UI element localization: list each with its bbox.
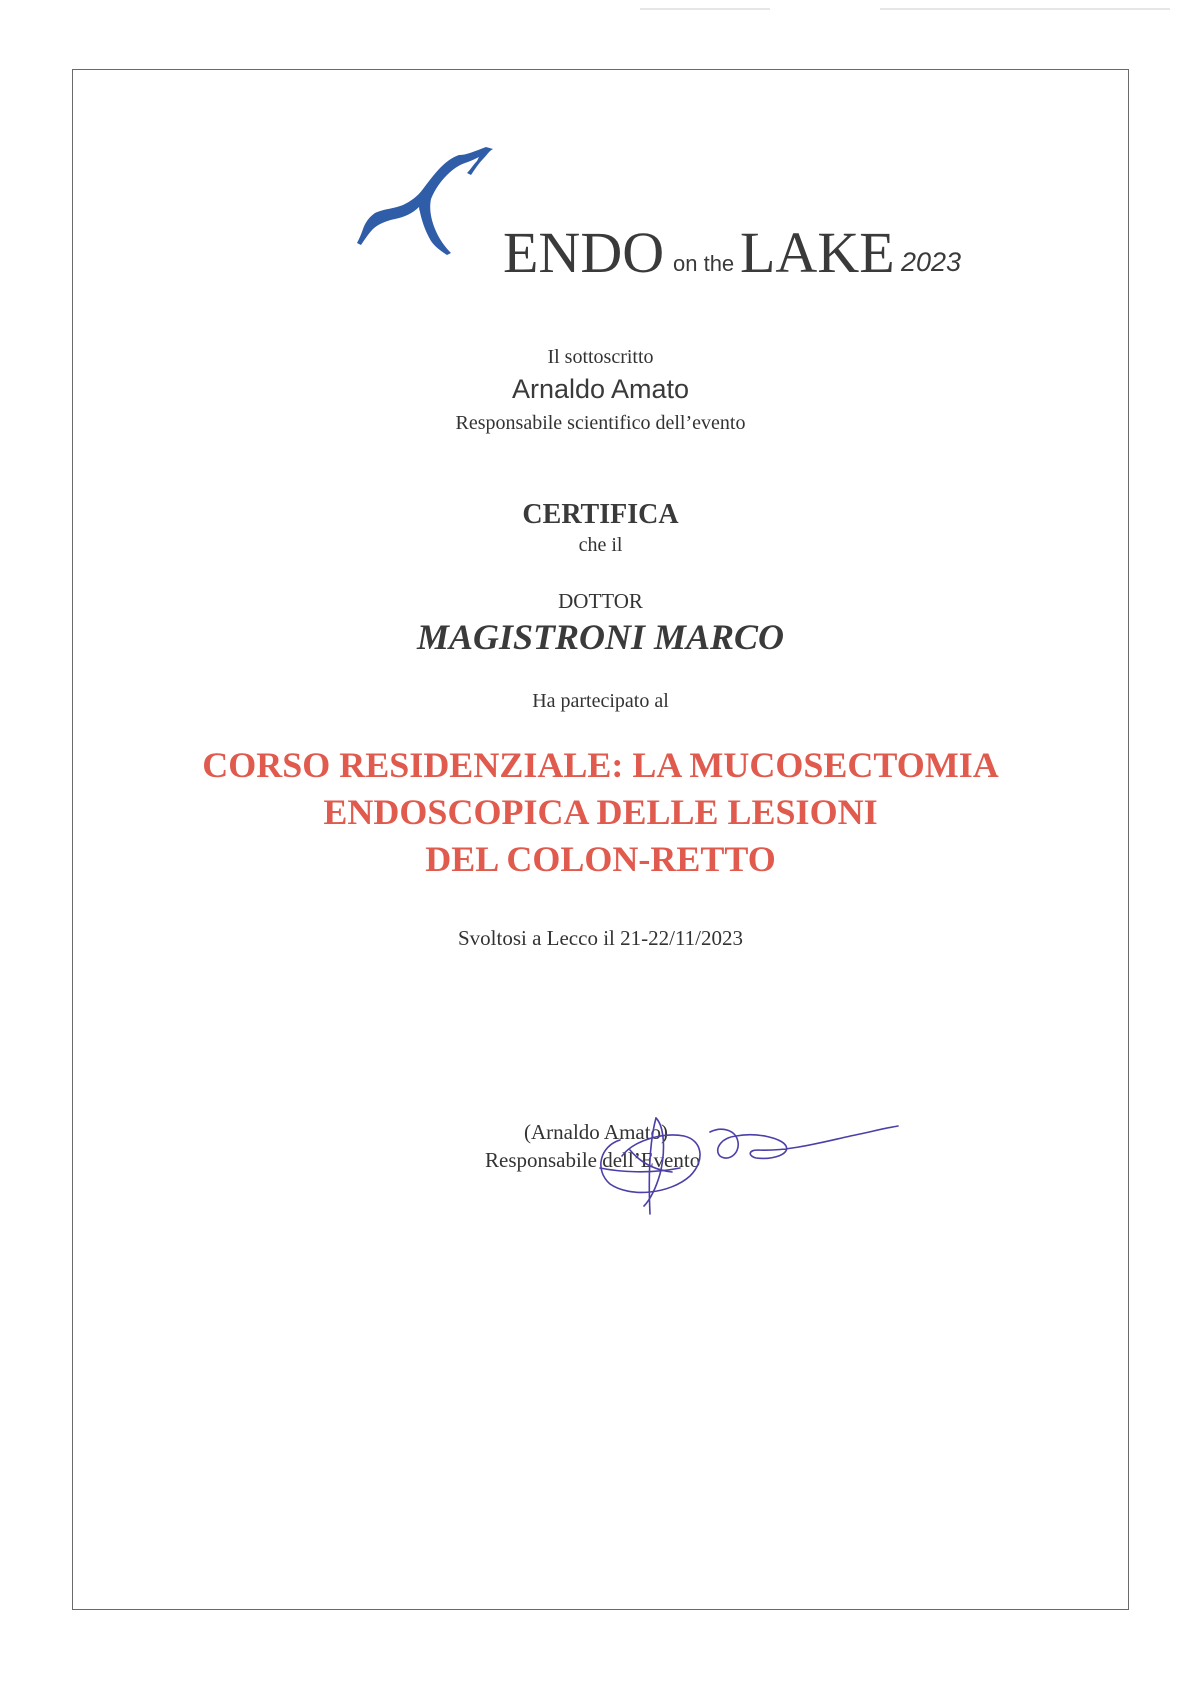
participation-text: Ha partecipato al — [532, 690, 669, 712]
handwritten-signature — [560, 1110, 900, 1220]
signatory-role: Responsabile dell’Evento — [485, 1148, 701, 1172]
signer-role: Responsabile scientifico dell’evento — [455, 412, 746, 434]
course-title-line: CORSO RESIDENZIALE: LA MUCOSECTOMIA — [202, 745, 999, 785]
logo-word-on-the: on the — [673, 251, 735, 276]
connector-text: che il — [578, 534, 623, 556]
endo-on-the-lake-logo — [355, 143, 975, 293]
recipient-name: MAGISTRONI MARCO — [416, 617, 785, 657]
event-place-date: Svoltosi a Lecco il 21-22/11/2023 — [457, 926, 744, 950]
course-title — [72, 742, 1129, 883]
certifica-heading: CERTIFICA — [522, 499, 679, 530]
logo-word-lake: LAKE — [740, 220, 895, 285]
signatory-name: (Arnaldo Amato) — [524, 1120, 669, 1144]
lake-silhouette-icon — [355, 143, 505, 273]
recipient-title: DOTTOR — [558, 589, 643, 613]
signer-name: Arnaldo Amato — [511, 374, 690, 404]
intro-line: Il sottoscritto — [547, 346, 654, 368]
course-title-line: DEL COLON-RETTO — [425, 839, 776, 879]
logo-year: 2023 — [901, 247, 962, 277]
scan-artifact — [640, 8, 770, 10]
course-title-line: ENDOSCOPICA DELLE LESIONI — [323, 792, 878, 832]
signature-block — [480, 1110, 920, 1220]
scan-artifact — [880, 8, 1170, 10]
logo-word-endo: ENDO — [503, 220, 665, 285]
